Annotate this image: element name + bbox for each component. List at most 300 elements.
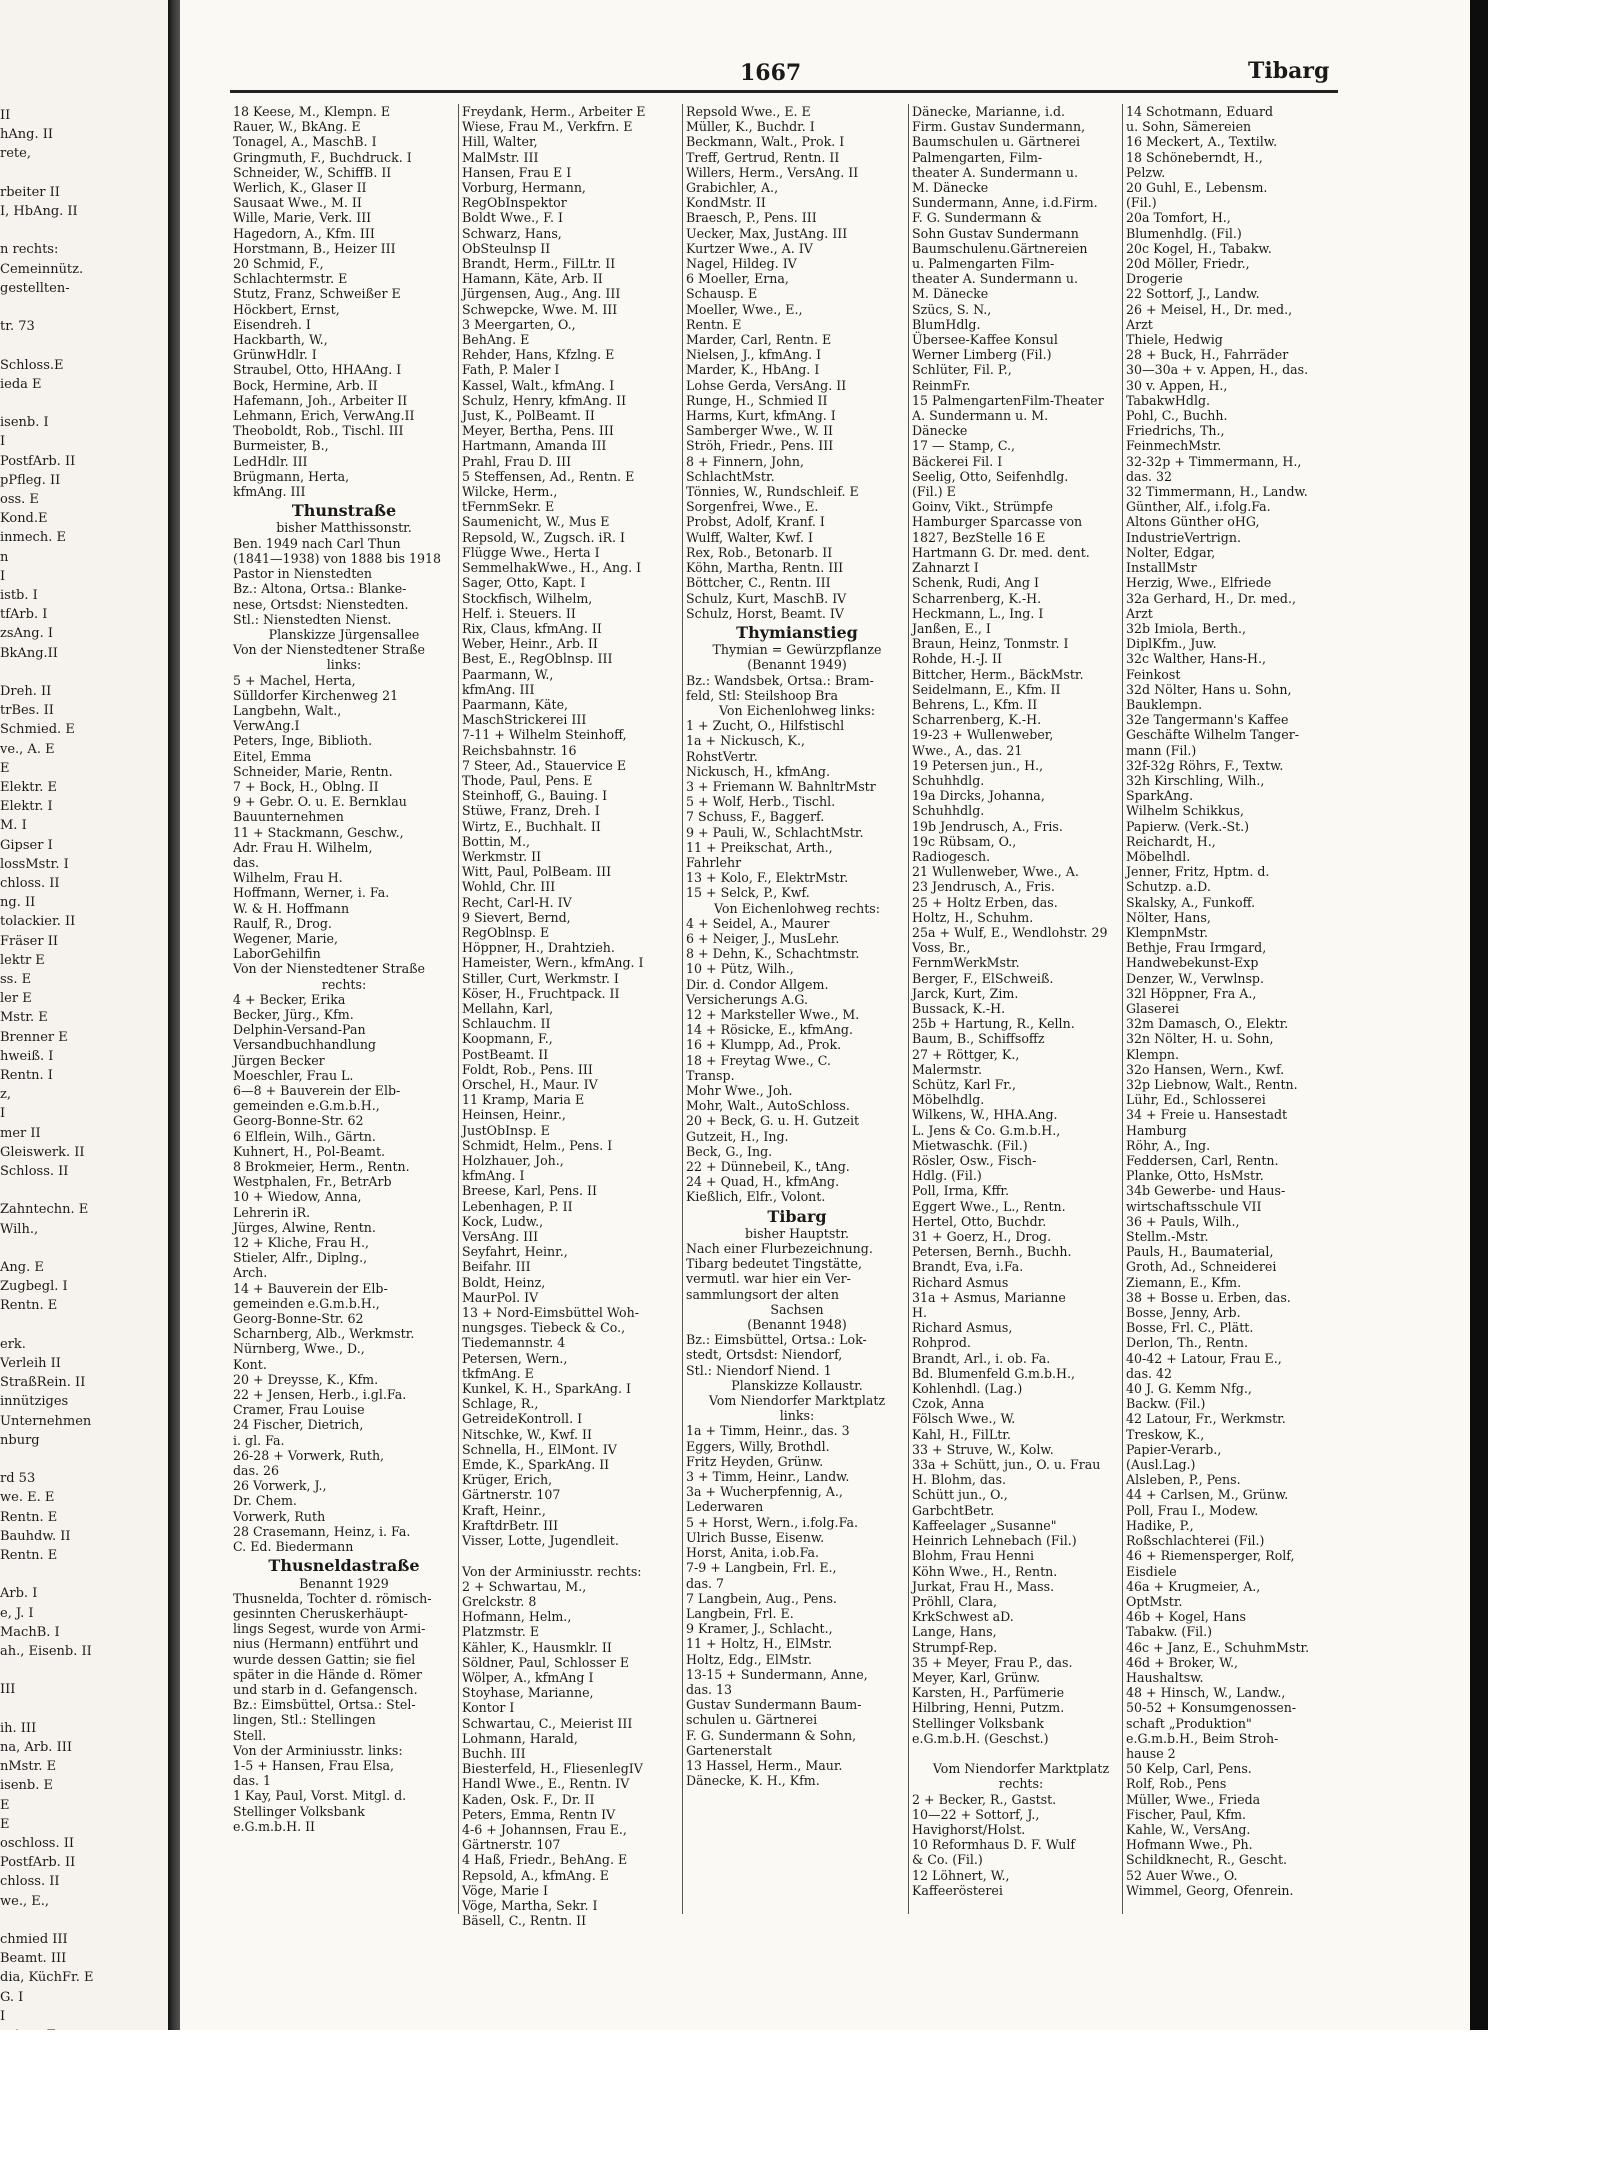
left-page-line: rete, <box>0 146 31 162</box>
directory-entry: 7 Schuss, F., Baggerf. <box>686 809 825 825</box>
directory-entry: Jarck, Kurt, Zim. <box>912 985 1019 1001</box>
directory-entry: Schneider, W., SchiffB. II <box>233 164 392 180</box>
street-heading: Thunstraße <box>291 501 397 521</box>
left-page-line: ler E <box>0 991 32 1007</box>
directory-entry: MaurPol. IV <box>462 1289 539 1305</box>
directory-entry: Ströh, Friedr., Pens. III <box>686 438 834 454</box>
street-heading: Thymianstieg <box>736 622 858 642</box>
directory-entry: Palmengarten, Film- <box>912 149 1043 165</box>
directory-entry: Scharrenberg, K.-H. <box>912 712 1042 728</box>
directory-entry: Stl.: Niendorf Niend. 1 <box>686 1362 832 1378</box>
left-page-line: Dreh. II <box>0 684 52 699</box>
directory-entry: Wilhelm, Frau H. <box>233 870 343 886</box>
directory-entry: (Fil.) <box>1126 195 1157 211</box>
directory-entry: Kaden, Osk. F., Dr. II <box>462 1791 595 1807</box>
directory-entry: 46 + Riemensperger, Rolf, <box>1126 1548 1295 1564</box>
directory-entry: i. gl. Fa. <box>233 1432 285 1448</box>
directory-entry: 7 Langbein, Aug., Pens. <box>686 1590 837 1606</box>
street-heading: Tibarg <box>767 1206 827 1226</box>
directory-entry: 38 + Bosse u. Erben, das. <box>1126 1289 1291 1305</box>
column-1 <box>233 104 455 1834</box>
directory-entry: 40 J. G. Kemm Nfg., <box>1126 1381 1252 1397</box>
left-page-line: gestellten- <box>0 280 70 296</box>
directory-entry: Strumpf-Rep. <box>912 1639 998 1655</box>
directory-entry: 25 + Holtz Erben, das. <box>912 894 1058 910</box>
directory-entry: Moeschler, Frau L. <box>233 1067 354 1083</box>
directory-entry: Nach einer Flurbezeichnung. <box>686 1241 873 1257</box>
directory-entry: Werkmstr. II <box>462 848 542 864</box>
directory-entry: 48 + Hinsch, W., Landw., <box>1126 1685 1286 1701</box>
directory-entry: Platzmstr. E <box>462 1624 540 1640</box>
directory-entry: Lederwaren <box>686 1499 764 1515</box>
directory-entry: 10 + Pütz, Wilh., <box>686 961 794 977</box>
book-gutter <box>168 0 180 2030</box>
left-page-line: Verleih II <box>0 1356 61 1371</box>
directory-entry: Dr. Chem. <box>233 1493 297 1509</box>
directory-entry: Lebenhagen, P. II <box>462 1198 573 1214</box>
directory-entry: Grelckstr. 8 <box>462 1593 537 1609</box>
directory-entry: SemmelhakWwe., H., Ang. I <box>462 560 642 576</box>
directory-entry: 22 + Dünnebeil, K., tAng. <box>686 1159 850 1175</box>
directory-entry: Thiele, Hedwig <box>1126 332 1223 348</box>
directory-entry: Uecker, Max, JustAng. III <box>686 225 848 241</box>
directory-entry: Poll, Irma, Kffr. <box>912 1183 1010 1199</box>
directory-entry: Radiogesch. <box>912 848 991 864</box>
directory-entry: 15 + Selck, P., Kwf. <box>686 885 810 901</box>
left-page-line: G. I <box>0 1989 24 2005</box>
directory-entry: Georg-Bonne-Str. 62 <box>233 1113 364 1129</box>
directory-entry: 34 + Freie u. Hansestadt <box>1126 1107 1288 1123</box>
directory-entry: Rolf, Rob., Pens <box>1126 1776 1227 1792</box>
directory-entry: (1841—1938) von 1888 bis 1918 <box>233 550 441 566</box>
directory-entry: Holtz, H., Schuhm. <box>912 909 1034 925</box>
directory-entry: e.G.m.b.H. II <box>233 1818 316 1834</box>
directory-entry: 19b Jendrusch, A., Fris. <box>912 818 1063 834</box>
directory-entry: Scharrenberg, K.-H. <box>912 590 1042 606</box>
directory-entry: Kießlich, Elfr., Volont. <box>686 1189 826 1205</box>
directory-entry: Scharnberg, Alb., Werkmstr. <box>233 1326 415 1342</box>
directory-entry: Wilhelm Schikkus, <box>1126 803 1244 819</box>
directory-entry: 5 + Machel, Herta, <box>233 672 356 688</box>
directory-entry: Schlage, R., <box>462 1396 539 1412</box>
directory-entry: Stieler, Alfr., Diplng., <box>233 1250 368 1266</box>
directory-entry: Kaffeerösterei <box>912 1882 1003 1898</box>
directory-entry: Bäckerei Fil. I <box>912 453 1003 469</box>
directory-entry: Schausp. E <box>686 286 758 302</box>
directory-entry: Sager, Otto, Kapt. I <box>462 575 586 591</box>
directory-entry: 32-32p + Timmermann, H., <box>1126 453 1302 469</box>
directory-entry: Wulff, Walter, Kwf. I <box>686 529 813 545</box>
directory-entry: das. 1 <box>233 1773 272 1789</box>
directory-entry: Hill, Walter, <box>462 134 538 150</box>
directory-entry: Eisendreh. I <box>233 316 311 332</box>
directory-entry: 10—22 + Sottorf, J., <box>912 1806 1040 1822</box>
directory-entry: Dänecke, K. H., Kfm. <box>686 1773 820 1789</box>
directory-entry: Beck, G., Ing. <box>686 1143 773 1159</box>
directory-entry: Harms, Kurt, kfmAng. I <box>686 408 836 424</box>
directory-entry: 5 + Horst, Wern., i.folg.Fa. <box>686 1514 858 1530</box>
directory-entry: Repsold, W., Zugsch. iR. I <box>462 529 625 545</box>
left-page-line: Kond.E <box>0 511 48 527</box>
directory-entry: 3 + Timm, Heinr., Landw. <box>686 1469 850 1485</box>
directory-entry: Ben. 1949 nach Carl Thun <box>233 535 401 551</box>
street-note: Sachsen <box>770 1301 824 1317</box>
directory-entry: Hadike, P., <box>1126 1517 1194 1533</box>
directory-entry: 22 Sottorf, J., Landw. <box>1126 286 1260 302</box>
directory-entry: Tonagel, A., MaschB. I <box>233 134 377 150</box>
directory-entry: Becker, Jürg., Kfm. <box>233 1006 354 1022</box>
directory-entry: Bethje, Frau Irmgard, <box>1126 940 1267 956</box>
left-page-line: I, HbAng. II <box>0 204 78 219</box>
directory-entry: L. Jens & Co. G.m.b.H., <box>912 1122 1061 1138</box>
directory-entry: Drogerie <box>1126 271 1183 287</box>
directory-entry: Sohn Gustav Sundermann <box>912 225 1079 241</box>
left-page-line: I <box>0 1106 6 1122</box>
directory-entry: 26 Vorwerk, J., <box>233 1478 327 1494</box>
directory-entry: 20 + Beck, G. u. H. Gutzeit <box>686 1113 860 1129</box>
directory-entry: Köhn Wwe., H., Rentn. <box>912 1563 1058 1579</box>
directory-entry: Schulz, Henry, kfmAng. II <box>462 392 627 408</box>
directory-entry: wirtschaftsschule VII <box>1126 1198 1262 1214</box>
directory-entry: Seelig, Otto, Seifenhdlg. <box>912 468 1069 484</box>
directory-entry: MaschStrickerei III <box>462 712 587 728</box>
directory-entry: Müller, Wwe., Frieda <box>1126 1791 1261 1807</box>
directory-entry: Schildknecht, R., Gescht. <box>1126 1852 1288 1868</box>
directory-entry: 14 Schotmann, Eduard <box>1126 104 1274 119</box>
left-page-line: Schloss. II <box>0 1164 69 1179</box>
directory-entry: 21 Wullenweber, Wwe., A. <box>912 864 1079 880</box>
left-page-line: Ang. E <box>0 1260 44 1275</box>
directory-entry: Hofmann, Helm., <box>462 1609 572 1625</box>
directory-entry: Groth, Ad., Schneiderei <box>1126 1259 1277 1275</box>
column-rule <box>908 104 909 1914</box>
directory-entry: Szücs, S. N., <box>912 301 992 317</box>
directory-entry: das. 13 <box>686 1681 733 1697</box>
directory-entry: Möbelhdl. <box>1126 848 1191 864</box>
directory-entry: Nielsen, J., kfmAng. I <box>686 347 822 363</box>
directory-entry: 9 + Gebr. O. u. E. Bernklau <box>233 794 407 810</box>
directory-entry: das. 7 <box>686 1575 725 1591</box>
directory-entry: 25b + Hartung, R., Kelln. <box>912 1016 1075 1032</box>
left-page-line: lossMstr. I <box>0 856 69 872</box>
directory-entry: SparkAng. <box>1126 788 1194 804</box>
directory-entry: Kahle, W., VersAng. <box>1126 1821 1251 1837</box>
directory-entry: 33a + Schütt, jun., O. u. Frau <box>912 1457 1101 1473</box>
directory-entry: Möbelhdlg. <box>912 1092 985 1108</box>
directory-entry: Wwe., A., das. 21 <box>912 742 1023 758</box>
directory-entry: 18 Schöneberndt, H., <box>1126 149 1263 165</box>
left-page-line: ih. III <box>0 1720 37 1736</box>
directory-entry: FernmWerkMstr. <box>912 955 1020 971</box>
left-page-line: Rentn. I <box>0 1068 53 1083</box>
directory-entry: Baumschulen u. Gärtnerei <box>912 134 1080 150</box>
directory-entry: Paarmann, W., <box>462 666 554 682</box>
directory-entry: A. Sundermann u. M. <box>912 408 1049 424</box>
directory-entry: Arzt <box>1126 605 1153 621</box>
left-page-line: n rechts: <box>0 242 59 258</box>
street-note: Von Eichenlohweg rechts: <box>713 900 880 916</box>
directory-entry: Bock, Hermine, Arb. II <box>233 377 378 393</box>
directory-entry: Best, E., RegOblnsp. III <box>462 651 613 667</box>
directory-entry: 25a + Wulf, E., Wendlohstr. 29 <box>912 924 1108 940</box>
directory-entry: Stutz, Franz, Schweißer E <box>233 286 401 302</box>
directory-entry: Langbein, Frl. E. <box>686 1605 794 1621</box>
street-note: bisher Hauptstr. <box>744 1225 850 1241</box>
left-page-line: E <box>0 760 10 776</box>
directory-entry: 13 Hassel, Herm., Maur. <box>686 1757 843 1773</box>
directory-entry: Richard Asmus, <box>912 1320 1013 1336</box>
left-page-line: E <box>0 1797 10 1813</box>
directory-entry: Braun, Heinz, Tonmstr. I <box>912 636 1069 652</box>
directory-entry: 8 Brokmeier, Herm., Rentn. <box>233 1159 410 1175</box>
directory-entry: Thode, Paul, Pens. E <box>462 772 593 788</box>
directory-entry: e.G.m.b.H. (Geschst.) <box>912 1730 1049 1746</box>
directory-entry: 23 Jendrusch, A., Fris. <box>912 879 1055 895</box>
directory-entry: 4-6 + Johannsen, Frau E., <box>462 1821 627 1837</box>
directory-entry: Pohl, C., Buchh. <box>1126 408 1228 424</box>
directory-entry: Havighorst/Holst. <box>912 1821 1026 1837</box>
directory-entry: Reichardt, H., <box>1126 833 1216 849</box>
directory-entry: sammlungsort der alten <box>686 1286 839 1302</box>
directory-entry: Nürnberg, Wwe., D., <box>233 1341 365 1357</box>
directory-entry: Hamburger Sparcasse von <box>912 514 1083 530</box>
directory-entry: Krüger, Erich, <box>462 1472 553 1488</box>
left-page-line: innütziges <box>0 1394 69 1410</box>
directory-entry: Kohlenhdl. (Lag.) <box>912 1381 1023 1397</box>
street-note: links: <box>779 1408 815 1424</box>
left-page-line: Brenner E <box>0 1029 68 1045</box>
left-page-line: Unternehmen <box>0 1413 92 1429</box>
directory-entry: 32c Walther, Hans-H., <box>1126 651 1267 667</box>
directory-entry: Feddersen, Carl, Rentn. <box>1126 1153 1279 1169</box>
directory-entry: Bz.: Eimsbüttel, Ortsa.: Stel- <box>233 1697 416 1713</box>
directory-entry: Foldt, Rob., Pens. III <box>462 1061 593 1077</box>
left-page-line: hweiß. I <box>0 1048 54 1064</box>
directory-entry: Glaserei <box>1126 1000 1180 1016</box>
directory-entry: 6—8 + Bauverein der Elb- <box>233 1083 401 1098</box>
directory-entry: Marder, Carl, Rentn. E <box>686 332 832 348</box>
directory-entry: Denzer, W., Verwlnsp. <box>1126 970 1265 986</box>
left-page-line: n <box>0 549 9 565</box>
directory-entry: 12 Löhnert, W., <box>912 1867 1010 1883</box>
directory-entry: Roßschlachterei (Fil.) <box>1126 1533 1265 1549</box>
left-page-line: Rentn. E <box>0 1298 58 1314</box>
directory-entry: Kurtzer Wwe., A. IV <box>686 240 813 256</box>
directory-entry: das. <box>233 854 260 870</box>
directory-entry: Handwebekunst-Exp <box>1126 955 1259 971</box>
directory-entry: Kuhnert, H., Pol-Beamt. <box>233 1143 386 1159</box>
directory-entry: Höckbert, Ernst, <box>233 301 340 317</box>
directory-entry: Firm. Gustav Sundermann, <box>912 119 1086 135</box>
directory-entry: Höppner, H., Drahtzieh. <box>462 940 615 956</box>
directory-entry: Wegener, Marie, <box>233 930 338 946</box>
directory-entry: 50-52 + Konsumgenossen- <box>1126 1700 1297 1716</box>
directory-entry: Hamburg <box>1126 1122 1187 1138</box>
directory-entry: Pröhll, Clara, <box>912 1593 997 1609</box>
directory-entry: Werlich, K., Glaser II <box>233 180 367 196</box>
directory-entry: Rentn. E <box>686 316 742 332</box>
directory-entry: Blumenhdlg. (Fil.) <box>1126 225 1242 241</box>
directory-entry: 3 + Friemann W. BahnltrMstr <box>686 778 876 794</box>
left-page-line: Mstr. E <box>0 1010 48 1026</box>
left-page-fragment <box>0 0 172 2030</box>
directory-entry: Steinhoff, G., Bauing. I <box>462 788 608 804</box>
left-page-line: lektr E <box>0 952 45 968</box>
directory-entry: Rösler, Osw., Fisch- <box>912 1153 1037 1169</box>
directory-entry: Kont. <box>233 1356 267 1372</box>
directory-entry: Heinrich Lehnebach (Fil.) <box>912 1533 1077 1549</box>
directory-entry: Mohr Wwe., Joh. <box>686 1083 793 1098</box>
directory-entry: Mellahn, Karl, <box>462 1000 554 1016</box>
directory-entry <box>462 1548 688 1563</box>
directory-entry: Saumenicht, W., Mus E <box>462 514 610 530</box>
directory-entry: Bussack, K.-H. <box>912 1000 1006 1016</box>
directory-entry: Wölper, A., kfmAng I <box>462 1669 594 1685</box>
street-note: Benannt 1929 <box>299 1575 389 1591</box>
left-page-line: Schmied. E <box>0 722 75 738</box>
directory-entry: Von der Arminiusstr. links: <box>233 1742 403 1758</box>
directory-entry: Skalsky, A., Funkoff. <box>1126 894 1256 910</box>
directory-entry: 32 Timmermann, H., Landw. <box>1126 484 1308 500</box>
directory-entry: GetreideKontroll. I <box>462 1411 583 1427</box>
directory-entry: Baumschulenu.Gärtnereien <box>912 240 1088 256</box>
directory-entry: 28 + Buck, H., Fahrräder <box>1126 347 1289 363</box>
directory-entry: 42 Latour, Fr., Werkmstr. <box>1126 1411 1286 1427</box>
directory-entry: 7 + Bock, H., Oblng. II <box>233 778 379 794</box>
directory-entry: lingen, Stl.: Stellingen <box>233 1712 376 1728</box>
directory-entry: 19c Rübsam, O., <box>912 833 1017 849</box>
directory-entry: Schutzp. a.D. <box>1126 879 1211 895</box>
directory-entry: VersAng. III <box>462 1229 539 1245</box>
left-page-line: Elektr. I <box>0 799 53 815</box>
directory-entry: Rauer, W., BkAng. E <box>233 119 361 135</box>
left-page-line: Gipser I <box>0 837 53 853</box>
directory-entry: Willers, Herm., VersAng. II <box>686 164 859 180</box>
directory-entry: Dir. d. Condor Allgem. <box>686 976 829 992</box>
directory-entry: Pastor in Nienstedten <box>233 566 372 582</box>
directory-entry: Planke, Otto, HsMstr. <box>1126 1168 1264 1184</box>
directory-entry: 10 + Wiedow, Anna, <box>233 1189 362 1205</box>
directory-entry: Langbehn, Walt., <box>233 702 342 718</box>
directory-entry: Peters, Emma, Rentn IV <box>462 1806 616 1822</box>
directory-entry: Peters, Inge, Biblioth. <box>233 733 373 749</box>
directory-entry: BehAng. E <box>462 332 530 348</box>
page-edge-shadow <box>1470 0 1488 2030</box>
left-page-line: Bauhdw. II <box>0 1528 71 1544</box>
left-page-line: we. E. E <box>0 1490 55 1506</box>
directory-entry: 4 + Seidel, A., Maurer <box>686 915 830 931</box>
directory-entry: Hamann, Käte, Arb. II <box>462 271 603 287</box>
directory-entry: Rohprod. <box>912 1335 971 1351</box>
directory-entry: Koopmann, F., <box>462 1031 553 1047</box>
directory-entry: 17 — Stamp, C., <box>912 438 1016 454</box>
directory-entry: Sausaat Wwe., M. II <box>233 195 362 211</box>
directory-entry: 8 + Dehn, K., Schachtmstr. <box>686 946 860 962</box>
directory-entry: Gärtnerstr. 107 <box>462 1487 561 1503</box>
directory-entry: Brandt, Arl., i. ob. Fa. <box>912 1350 1051 1366</box>
directory-entry: kfmAng. III <box>233 484 306 500</box>
directory-entry: Wiese, Frau M., Verkfrn. E <box>462 119 633 135</box>
street-note: (Benannt 1949) <box>747 657 847 673</box>
directory-entry: Meyer, Bertha, Pens. III <box>462 423 614 439</box>
directory-entry: 4 Haß, Friedr., BehAng. E <box>462 1852 628 1868</box>
directory-entry: 46b + Kogel, Hans <box>1126 1609 1246 1625</box>
directory-entry: Jenner, Fritz, Hptm. d. <box>1126 864 1270 880</box>
left-page-line: tr. 73 <box>0 319 35 335</box>
directory-entry: Friedrichs, Th., <box>1126 423 1225 439</box>
directory-entry: Stüwe, Franz, Dreh. I <box>462 803 600 819</box>
directory-entry: 32n Nölter, H. u. Sohn, <box>1126 1031 1274 1047</box>
directory-entry: Tibarg bedeutet Tingstätte, <box>686 1256 863 1272</box>
left-page-line: we., E., <box>0 1893 49 1909</box>
directory-entry: Wilcke, Herm., <box>462 484 558 500</box>
directory-entry: Samberger Wwe., W. II <box>686 423 834 439</box>
directory-entry: 24 + Quad, H., kfmAng. <box>686 1174 840 1190</box>
left-page-line: ss. E <box>0 972 32 987</box>
directory-entry: H. <box>912 1305 927 1321</box>
directory-entry: Gartenerstalt <box>686 1742 772 1758</box>
left-page-line: nMstr. E <box>0 1759 57 1775</box>
directory-entry: Transp. <box>686 1067 735 1083</box>
directory-entry: (Ausl.Lag.) <box>1126 1457 1196 1473</box>
directory-entry: ObSteulnsp II <box>462 240 551 256</box>
directory-entry: 35 + Meyer, Frau P., das. <box>912 1654 1073 1670</box>
directory-entry: Gustav Sundermann Baum- <box>686 1697 862 1713</box>
directory-entry: Brandt, Eva, i.Fa. <box>912 1259 1024 1275</box>
directory-entry: Geschäfte Wilhelm Tanger- <box>1126 727 1299 743</box>
directory-entry: 46a + Krugmeier, A., <box>1126 1578 1261 1594</box>
directory-entry: Fölsch Wwe., W. <box>912 1411 1016 1427</box>
directory-entry: Backw. (Fil.) <box>1126 1396 1206 1412</box>
directory-entry: Marder, K., HbAng. I <box>686 362 820 378</box>
directory-entry: theater A. Sundermann u. <box>912 164 1078 180</box>
directory-entry: Biesterfeld, H., FliesenlegIV <box>462 1761 643 1777</box>
street-note: rechts: <box>321 976 367 992</box>
directory-entry: Freydank, Herm., Arbeiter E <box>462 104 646 119</box>
directory-entry: 32p Liebnow, Walt., Rentn. <box>1126 1077 1298 1092</box>
directory-entry: Wirtz, E., Buchhalt. II <box>462 818 601 834</box>
directory-entry: & Co. (Fil.) <box>912 1852 983 1868</box>
directory-entry: RohstVertr. <box>686 748 758 764</box>
directory-entry: Kontor I <box>462 1700 515 1716</box>
directory-entry: Beifahr. III <box>462 1259 531 1275</box>
directory-entry: Ulrich Busse, Eisenw. <box>686 1529 825 1545</box>
directory-entry: Braesch, P., Pens. III <box>686 210 817 226</box>
directory-entry: Klempn. <box>1126 1046 1180 1062</box>
directory-entry: Tiedemannstr. 4 <box>462 1335 566 1351</box>
directory-entry: Bottin, M., <box>462 833 531 849</box>
directory-entry: Schneider, Marie, Rentn. <box>233 763 393 779</box>
directory-entry: Dänecke <box>912 423 968 439</box>
left-page-line: ve., A. E <box>0 741 55 757</box>
directory-entry: Breese, Karl, Pens. II <box>462 1183 597 1199</box>
directory-entry: 46d + Broker, W., <box>1126 1654 1238 1670</box>
directory-entry: Feinkost <box>1126 666 1181 682</box>
directory-entry: das. 32 <box>1126 468 1173 484</box>
directory-entry: nese, Ortsdst: Nienstedten. <box>233 596 409 612</box>
left-page-line: tfArb. I <box>0 607 48 623</box>
directory-entry: 14 + Rösicke, E., kfmAng. <box>686 1022 853 1038</box>
directory-entry: Flügge Wwe., Herta I <box>462 544 600 560</box>
left-page-line: isenb. E <box>0 1778 53 1794</box>
directory-entry: Emde, K., SparkAng. II <box>462 1457 610 1473</box>
directory-entry: Sorgenfrei, Wwe., E. <box>686 499 819 515</box>
directory-entry: Vorburg, Hermann, <box>462 180 586 196</box>
directory-entry: Bosse, Jenny, Arb. <box>1126 1305 1241 1321</box>
directory-entry: 9 Kramer, J., Schlacht., <box>686 1621 833 1637</box>
street-note: Vom Niendorfer Marktplatz <box>708 1393 886 1409</box>
directory-entry: LaborGehilfin <box>233 946 321 962</box>
